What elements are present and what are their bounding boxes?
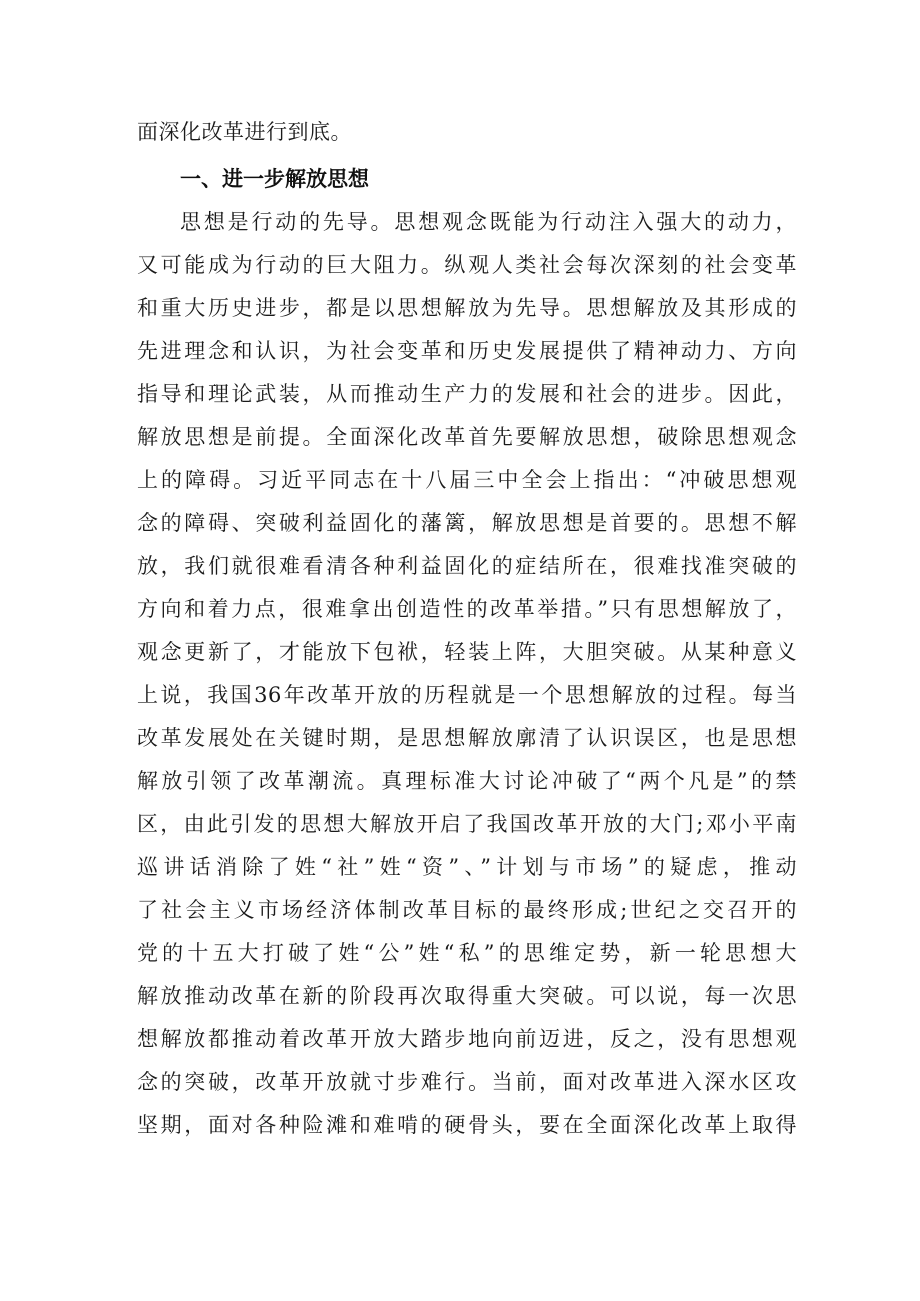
paragraph-line: 想解放都推动着改革开放大踏步地向前迈进，反之，没有思想观 (137, 1027, 797, 1051)
paragraph-line: 区，由此引发的思想大解放开启了我国改革开放的大门;邓小平南 (137, 812, 797, 836)
paragraph-line: 上的障碍。习近平同志在十八届三中全会上指出：“冲破思想观 (137, 468, 797, 492)
paragraph-line: 上说，我国36年改革开放的历程就是一个思想解放的过程。每当 (137, 683, 797, 707)
paragraph-line: 放，我们就很难看清各种利益固化的症结所在，很难找准突破的 (137, 554, 797, 578)
paragraph-line: 先进理念和认识，为社会变革和历史发展提供了精神动力、方向 (137, 339, 797, 363)
paragraph-line: 坚期，面对各种险滩和难啃的硬骨头，要在全面深化改革上取得 (137, 1113, 797, 1137)
paragraph-line: 方向和着力点，很难拿出创造性的改革举措。”只有思想解放了， (137, 597, 797, 621)
paragraph-line: 又可能成为行动的巨大阻力。纵观人类社会每次深刻的社会变革 (137, 253, 797, 277)
paragraph-line: 改革发展处在关键时期，是思想解放廓清了认识误区，也是思想 (137, 726, 797, 750)
section-heading: 一、进一步解放思想 (180, 167, 369, 191)
paragraph-line: 观念更新了，才能放下包袱，轻装上阵，大胆突破。从某种意义 (137, 640, 797, 664)
paragraph-line: 解放推动改革在新的阶段再次取得重大突破。可以说，每一次思 (137, 984, 797, 1008)
paragraph-line: 思想是行动的先导。思想观念既能为行动注入强大的动力， (180, 210, 797, 234)
paragraph-line: 和重大历史进步，都是以思想解放为先导。思想解放及其形成的 (137, 296, 797, 320)
paragraph-line: 念的障碍、突破利益固化的藩篱，解放思想是首要的。思想不解 (137, 511, 797, 535)
paragraph-line: 解放思想是前提。全面深化改革首先要解放思想，破除思想观念 (137, 425, 797, 449)
intro-continuation-line: 面深化改革进行到底。 (137, 120, 352, 144)
paragraph-line: 解放引领了改革潮流。真理标准大讨论冲破了“两个凡是”的禁 (137, 769, 797, 793)
paragraph-line: 念的突破，改革开放就寸步难行。当前，面对改革进入深水区攻 (137, 1070, 797, 1094)
paragraph-line: 党的十五大打破了姓“公”姓“私”的思维定势，新一轮思想大 (137, 941, 797, 965)
paragraph-line: 指导和理论武装，从而推动生产力的发展和社会的进步。因此， (137, 382, 797, 406)
paragraph-line: 了社会主义市场经济体制改革目标的最终形成;世纪之交召开的 (137, 898, 797, 922)
paragraph-line: 巡讲话消除了姓“社”姓“资”、”计划与市场”的疑虑，推动 (137, 855, 797, 879)
